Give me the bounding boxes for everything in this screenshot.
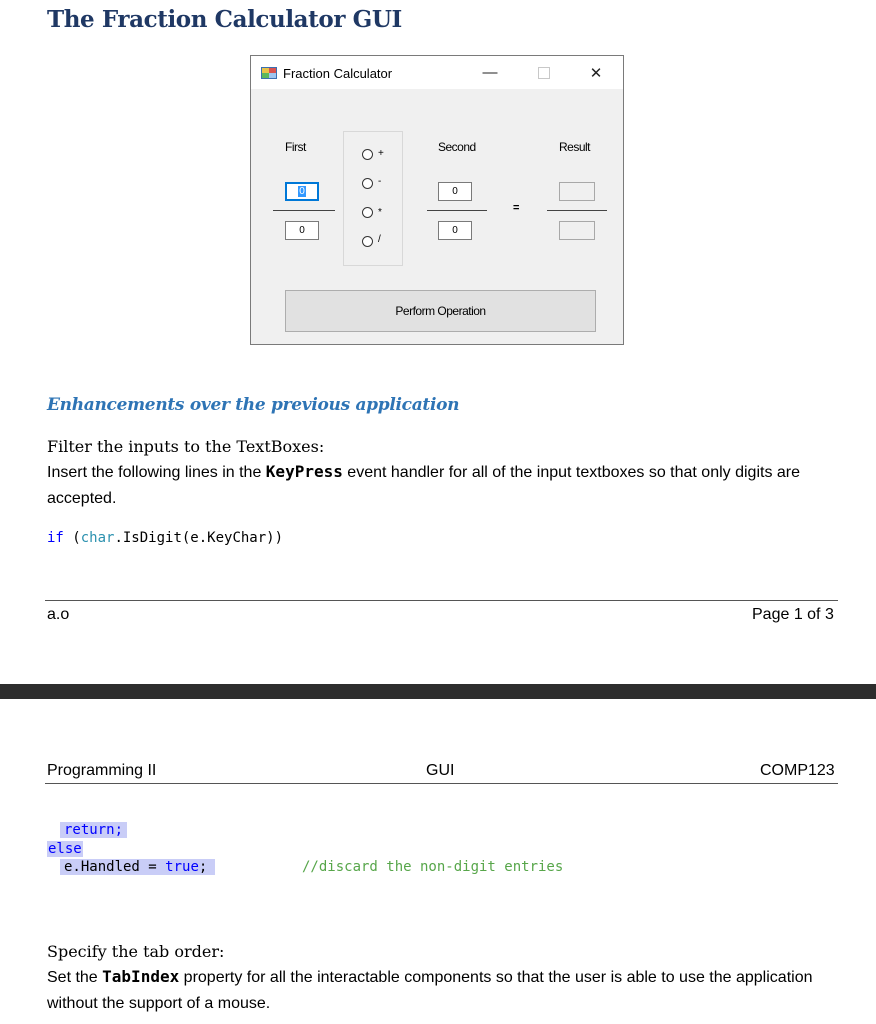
close-button[interactable]: ✕ [589,64,603,82]
keypress-keyword: KeyPress [265,462,343,481]
result-fraction-line [547,210,607,211]
window-title: Fraction Calculator [283,66,393,81]
code-return: return; [64,822,124,838]
equals-sign: = [513,202,520,214]
code-if-line [47,530,283,546]
tab-order-paragraph [47,964,842,1017]
first-numerator-value: 0 [299,186,305,197]
radio-add-label: + [378,148,384,159]
filter-text-end: event handler for all of the input textboxes so that only digits are accepted. [47,464,801,507]
code-if-open: ( [63,530,81,546]
tab-order-heading: Specify the tab order: [47,942,225,961]
app-icon [261,67,277,79]
radio-subtract-label: - [378,176,382,187]
second-denominator-input[interactable]: 0 [438,221,472,240]
result-label: Result [559,140,591,154]
footer-rule [45,600,838,601]
second-fraction-line [427,210,487,211]
minimize-button[interactable]: — [482,64,498,81]
radio-divide-label: / [378,234,381,245]
enhancements-heading: Enhancements over the previous application [47,395,460,415]
radio-multiply[interactable] [362,207,373,218]
operator-group [343,131,403,266]
document-title: The Fraction Calculator GUI [47,6,402,33]
radio-add[interactable] [362,149,373,160]
code-isdigit-call: .IsDigit(e.KeyChar)) [114,530,284,546]
fraction-calculator-window [250,55,624,345]
radio-divide[interactable] [362,236,373,247]
code-if-keyword: if [47,530,64,546]
code-return-line [60,822,127,838]
code-true-keyword: true [165,859,199,875]
second-numerator-input[interactable]: 0 [438,182,472,201]
header-left: Programming II [47,762,157,779]
code-semicolon: ; [198,859,208,875]
maximize-icon [538,67,550,79]
maximize-button[interactable] [521,56,567,89]
tabindex-keyword: TabIndex [102,967,180,986]
second-label: Second [438,140,476,154]
tab-text-start: Set the [47,969,103,986]
footer-page-number: Page 1 of 3 [752,606,834,623]
first-fraction-line [273,210,335,211]
code-handled-line [60,859,215,875]
code-handled-assign: e.Handled = [64,859,166,875]
header-rule [45,783,838,784]
code-else-line: else [48,841,82,857]
filter-paragraph [47,459,842,512]
page-break-band [0,684,876,699]
radio-multiply-label: * [378,207,382,218]
code-comment: //discard the non-digit entries [302,859,564,875]
first-denominator-input[interactable]: 0 [285,221,319,240]
first-numerator-input[interactable] [285,182,319,201]
header-right: COMP123 [760,762,835,779]
filter-heading: Filter the inputs to the TextBoxes: [47,437,325,456]
radio-subtract[interactable] [362,178,373,189]
window-titlebar[interactable] [251,56,623,89]
filter-text-start: Insert the following lines in the [47,464,266,481]
tab-text-end: property for all the interactable components so that the user is able to use the application without the support of a mouse. [47,969,813,1012]
footer-left: a.o [47,606,70,623]
code-char-type: char [80,530,115,546]
first-label: First [285,140,306,154]
result-numerator-box [559,182,595,201]
result-denominator-box [559,221,595,240]
header-center: GUI [426,762,455,779]
perform-operation-button[interactable]: Perform Operation [285,290,596,332]
